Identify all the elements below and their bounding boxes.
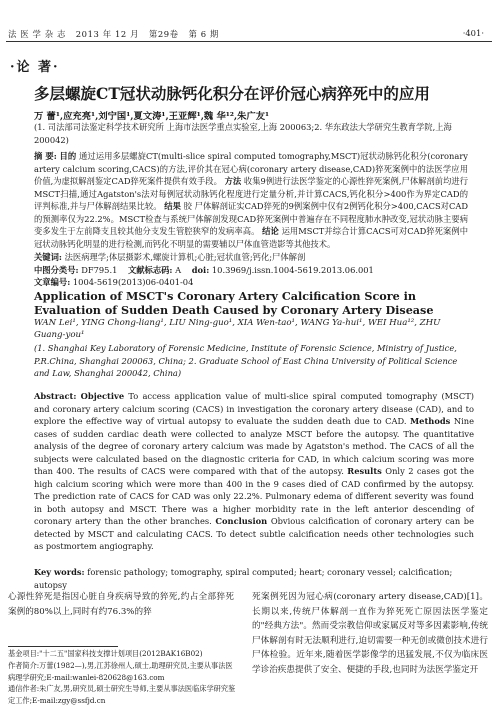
methods-label-en: Methods [410,416,451,426]
results-label: 结果 [164,201,181,211]
chinese-affiliation: (1. 司法部司法鉴定科学技术研究所 上海市法医学重点实验室,上海 200063;2. 华东政法大学研究生教育学院,上海 200042) [34,122,452,145]
chinese-keywords [34,251,305,263]
article-number-line [34,276,193,288]
english-keywords [34,566,474,591]
issue-date: 2013 年 12 月 [75,29,140,39]
doi-value: 10.3969/j.issn.1004-5619.2013.06.001 [211,265,374,275]
classification-line [34,264,374,276]
footnote-author: 作者简介:万蕾(1982—),男,江苏徐州人,硕士,助理研究员,主要从事法医病理学研究;E-mail:wanlei-820628@163.com [8,660,233,682]
english-authors: WAN Lei¹, YING Chong-liang¹, LIU Ning-guo¹, XIA Wen-tao¹, WANG Ya-hui¹, WEI Hua¹², ZHU Guang-you¹ [34,318,441,340]
doc-code-value: A [175,265,182,275]
results-label-en: Results [347,466,382,476]
conclusion-label-en: Conclusion [215,516,268,526]
keywords-label-en: Key words: [34,567,85,577]
running-header [8,28,219,40]
results-text: 胶 尸体解剖证实CAD猝死的9例案例中仅有2例钙化积分>400,CACS对CAD的预测率仅为22.2%。MSCT检查与系统尸体解剖发现CAD猝死案例中普遍存在不同程度肺水肿改变,冠状动脉主要病变多发生于左前降支且较其他分支发生管腔狭窄的发病率高。 [34,201,468,236]
objective-text-en: To access application value of multi-slice spiral computed tomography (MSCT) and coronary artery calcium scoring (CACS) in investigation the coronary artery disease (CAD), and to explore the effective way of virtual autopsy to evaluate the sudden death due to CAD. [34,391,474,426]
keywords-label: 关键词: [34,252,62,262]
journal-name: 法 医 学 杂 志 [8,29,66,39]
english-title: Application of MSCT's Coronary Artery Calcification Score in Evaluation of Sudden Death Caused by Coronary Artery Disease [34,289,434,317]
header-rule [6,41,492,42]
article-no-label: 文章编号: [34,277,71,287]
chinese-abstract [34,150,468,250]
footnotes [8,648,238,707]
english-affiliation: (1. Shanghai Key Laboratory of Forensic Medicine, Institute of Forensic Science, Ministry of Justice, P.R.China, Shanghai 200063, China; 2. Graduate School of East China University of Political Science and Law, Shanghai 200042, China) [34,343,458,378]
footnote-funding: 基金项目:"十二五"国家科技支撑计划项目(2012BAK16B02) [8,649,203,658]
keywords-text-en: forensic pathology; tomography, spiral computed; heart; coronary vessel; calcification; autopsy [34,567,453,590]
objective-label: 目的 [59,151,77,161]
objective-label-en: Objective [80,391,125,401]
page-number: ·401· [462,28,484,38]
conclusion-text-en: Obvious calcification of coronary artery can be detected by MSCT and calculating CACS. To detect subtle calcification needs other technologies such as postmortem angiography. [34,516,475,551]
keywords-text: 法医病理学;体层摄影术,螺旋计算机;心脏;冠状血管;钙化;尸体解剖 [64,252,306,262]
methods-label: 方法 [224,176,242,186]
footnote-rule [8,646,118,647]
methods-text-en: Nine cases of sudden cardiac death were collected to analyze MSCT before the autopsy. The quantitative analysis of the degree of coronary artery calcium was made by Agatston's method. The CACS of all the subjects were calculated based on the diagnostic criteria for CAD, in which calcium scoring was more than 400. The results of CACS were compared with that of the autopsy. [34,416,475,476]
objective-text: 通过运用多层螺旋CT(multi-slice spiral computed tomography,MSCT)冠状动脉钙化积分(coronary artery calcium scoring,CACS)的方法,评价其在冠心病(coronary artery disease,CAD)猝死案例中的法医学应用价值,为虚拟解剖鉴定CAD猝死案件提供有效手段。 [34,151,468,186]
clc-label: 中图分类号: [34,265,79,275]
clc-value: DF795.1 [81,265,118,275]
results-text-en: Only 2 cases got the high calcium scoring which were more than 400 in the 9 cases died of CAD confirmed by the autopsy. The prediction rate of CACS for CAD was only 22.2%. Pulmonary edema of different severity was found in both autopsy and MSCT. There was a higher morbidity rate in the left anterior descending of coronary artery than the other branches. [34,466,475,526]
body-right-column: 死案例死因为冠心病(coronary artery disease,CAD)[1]。长期以来,传统尸体解剖一直作为猝死死亡原因法医学鉴定的"经典方法"。然而受宗教信仰或家属反对等多因素影响,传统尸体解剖有时无法顺利进行,迫切需要一种无创或微创技术进行尸体检验。近年来,随着医学影像学的迅猛发展,不仅为临床医学诊治疾患提供了安全、便捷的手段,也同时为法医学鉴定开 [252,592,488,675]
footnote-correspondence: 通信作者:朱广友,男,研究员,硕士研究生导师,主要从事法医临床学研究鉴定工作;E-mail:zgy@ssfjd.cn [8,684,236,706]
section-label: ·论 著· [10,60,60,75]
body-left-column: 心源性猝死是指因心脏自身疾病导致的猝死,约占全部猝死案例的80%以上,同时有约76.3%的猝 [8,592,234,617]
methods-text: 收集9例进行法医学鉴定的心源性猝死案例,尸体解剖前均进行MSCT扫描,通过Agatston's法对每例冠状动脉钙化程度进行定量分析,并计算CACS,钙化积分>400作为界定CAD的评判标准,并与尸体解剖结果比较。 [34,176,468,211]
doc-code-label: 文献标志码: [127,265,173,275]
chinese-title: 多层螺旋CT冠状动脉钙化积分在评价冠心病猝死中的应用 [34,84,430,103]
issue: 第 6 期 [188,29,219,39]
article-no-value: 1004-5619(2013)06-0401-04 [72,277,194,287]
english-abstract [34,390,474,553]
volume: 第29卷 [148,29,179,39]
conclusion-label: 结论 [262,226,279,236]
abstract-label-en: Abstract: [34,391,77,401]
conclusion-text: 运用MSCT并综合计算CACS可对CAD猝死案例中冠状动脉钙化明显的进行检测,而钙化不明显的需要辅以尸体血管造影等其他技术。 [34,226,468,249]
doi-label: doi: [191,265,210,275]
chinese-authors: 万 蕾¹,应充亮¹,刘宁国¹,夏文涛¹,王亚辉¹,魏 华¹²,朱广友¹ [34,111,270,122]
abstract-label: 摘 要: [34,151,57,161]
